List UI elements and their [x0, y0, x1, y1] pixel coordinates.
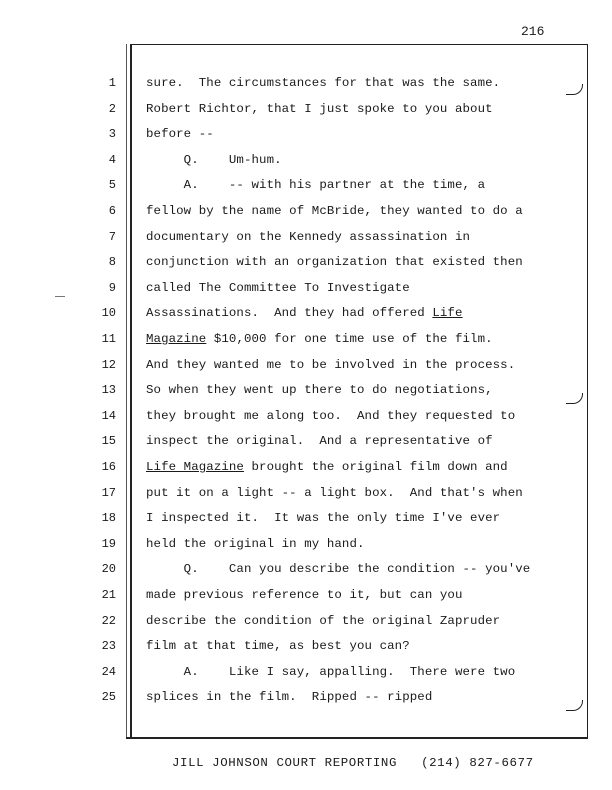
line-number: 21 [101, 588, 116, 602]
line-text: describe the condition of the original Zapruder [146, 613, 501, 628]
line-number: 23 [101, 639, 116, 654]
line-number: 5 [108, 178, 116, 193]
frame-right-border [587, 44, 588, 737]
line-number: 3 [108, 127, 116, 142]
line-text: inspect the original. And a representative of [146, 434, 493, 449]
transcript-line [146, 537, 365, 551]
line-text: A. Like I say, appalling. There were two [146, 664, 516, 679]
line-number: 25 [101, 690, 116, 705]
line-number: 10 [101, 306, 116, 321]
underlined-title: Life [432, 306, 463, 321]
line-number: 11 [101, 332, 116, 346]
line-text: sure. The circumstances for that was the same. [146, 76, 501, 90]
line-number: 12 [101, 357, 116, 372]
margin-tick-mark [566, 393, 583, 404]
page-number: 216 [521, 24, 545, 39]
transcript-line [146, 306, 463, 320]
line-number: 13 [101, 383, 116, 398]
frame-top-border [130, 44, 588, 45]
line-number: 14 [101, 408, 116, 423]
underlined-title: Life Magazine [146, 460, 244, 474]
line-text: A. -- with his partner at the time, a [146, 178, 486, 193]
line-number: 1 [108, 76, 116, 90]
transcript-line [146, 127, 214, 141]
transcript-line [146, 383, 493, 397]
transcript-line [146, 511, 500, 525]
frame-left-inner-border [126, 44, 127, 737]
line-text: put it on a light -- a light box. And that's when [146, 485, 523, 500]
line-number: 6 [108, 204, 116, 218]
transcript-line [146, 281, 410, 295]
line-text: So when they went up there to do negotiations, [146, 383, 493, 398]
line-text: Q. Um-hum. [146, 152, 282, 167]
line-number: 19 [101, 536, 116, 551]
line-text: Robert Richtor, that I just spoke to you about [146, 101, 493, 116]
line-text: film at that time, as best you can? [146, 639, 410, 654]
line-number: 9 [108, 280, 116, 295]
line-text: brought the original film down and [243, 460, 508, 474]
line-text: And they wanted me to be involved in the process. [146, 357, 516, 372]
underlined-title: Magazine [146, 332, 207, 346]
line-number: 17 [101, 485, 116, 500]
line-text: before -- [146, 127, 214, 142]
transcript-line [146, 690, 432, 704]
line-text: $10,000 for one time use of the film. [206, 332, 493, 346]
transcript-line [146, 204, 523, 218]
transcript-line [146, 588, 463, 602]
line-text: splices in the film. Ripped -- ripped [146, 690, 433, 705]
line-number: 22 [101, 613, 116, 628]
transcript-line [146, 358, 515, 372]
transcript-line [146, 639, 410, 653]
frame-bottom-border [126, 737, 588, 739]
margin-tick-mark [566, 84, 583, 95]
line-text: I inspected it. It was the only time I've ever [146, 511, 501, 526]
transcript-line [146, 230, 470, 244]
transcript-line [146, 614, 500, 628]
line-text: documentary on the Kennedy assassination in [146, 229, 471, 244]
line-number: 24 [101, 664, 116, 679]
line-text: conjunction with an organization that existed then [146, 255, 523, 270]
transcript-line [146, 486, 523, 500]
transcript-line [146, 76, 500, 90]
transcript-line [146, 332, 493, 346]
transcript-line [146, 562, 530, 576]
frame-left-border [130, 44, 132, 737]
line-text: they brought me along too. And they requested to [146, 408, 516, 423]
line-text: made previous reference to it, but can you [146, 588, 463, 602]
line-number: 15 [101, 434, 116, 449]
transcript-line [146, 409, 515, 423]
line-number: 2 [108, 101, 116, 116]
line-number: 16 [101, 460, 116, 474]
transcript-line [146, 102, 493, 116]
line-number: 8 [108, 255, 116, 270]
transcript-line [146, 434, 493, 448]
line-text: Q. Can you describe the condition -- you've [146, 562, 531, 577]
line-number: 18 [101, 511, 116, 526]
line-text: called The Committee To Investigate [146, 280, 410, 295]
stray-mark [55, 296, 65, 297]
line-number: 4 [108, 152, 116, 167]
footer-reporter: JILL JOHNSON COURT REPORTING (214) 827-6677 [172, 756, 534, 770]
margin-tick-mark [566, 700, 583, 711]
transcript-line [146, 178, 485, 192]
transcript-line [146, 255, 523, 269]
transcript-line [146, 153, 282, 167]
line-text: Assassinations. And they had offered [146, 306, 433, 321]
transcript-line [146, 665, 515, 679]
line-text: fellow by the name of McBride, they wanted to do a [146, 204, 523, 218]
transcript-line [146, 460, 508, 474]
line-text: held the original in my hand. [146, 536, 365, 551]
line-number: 7 [108, 229, 116, 244]
line-number: 20 [101, 562, 116, 577]
